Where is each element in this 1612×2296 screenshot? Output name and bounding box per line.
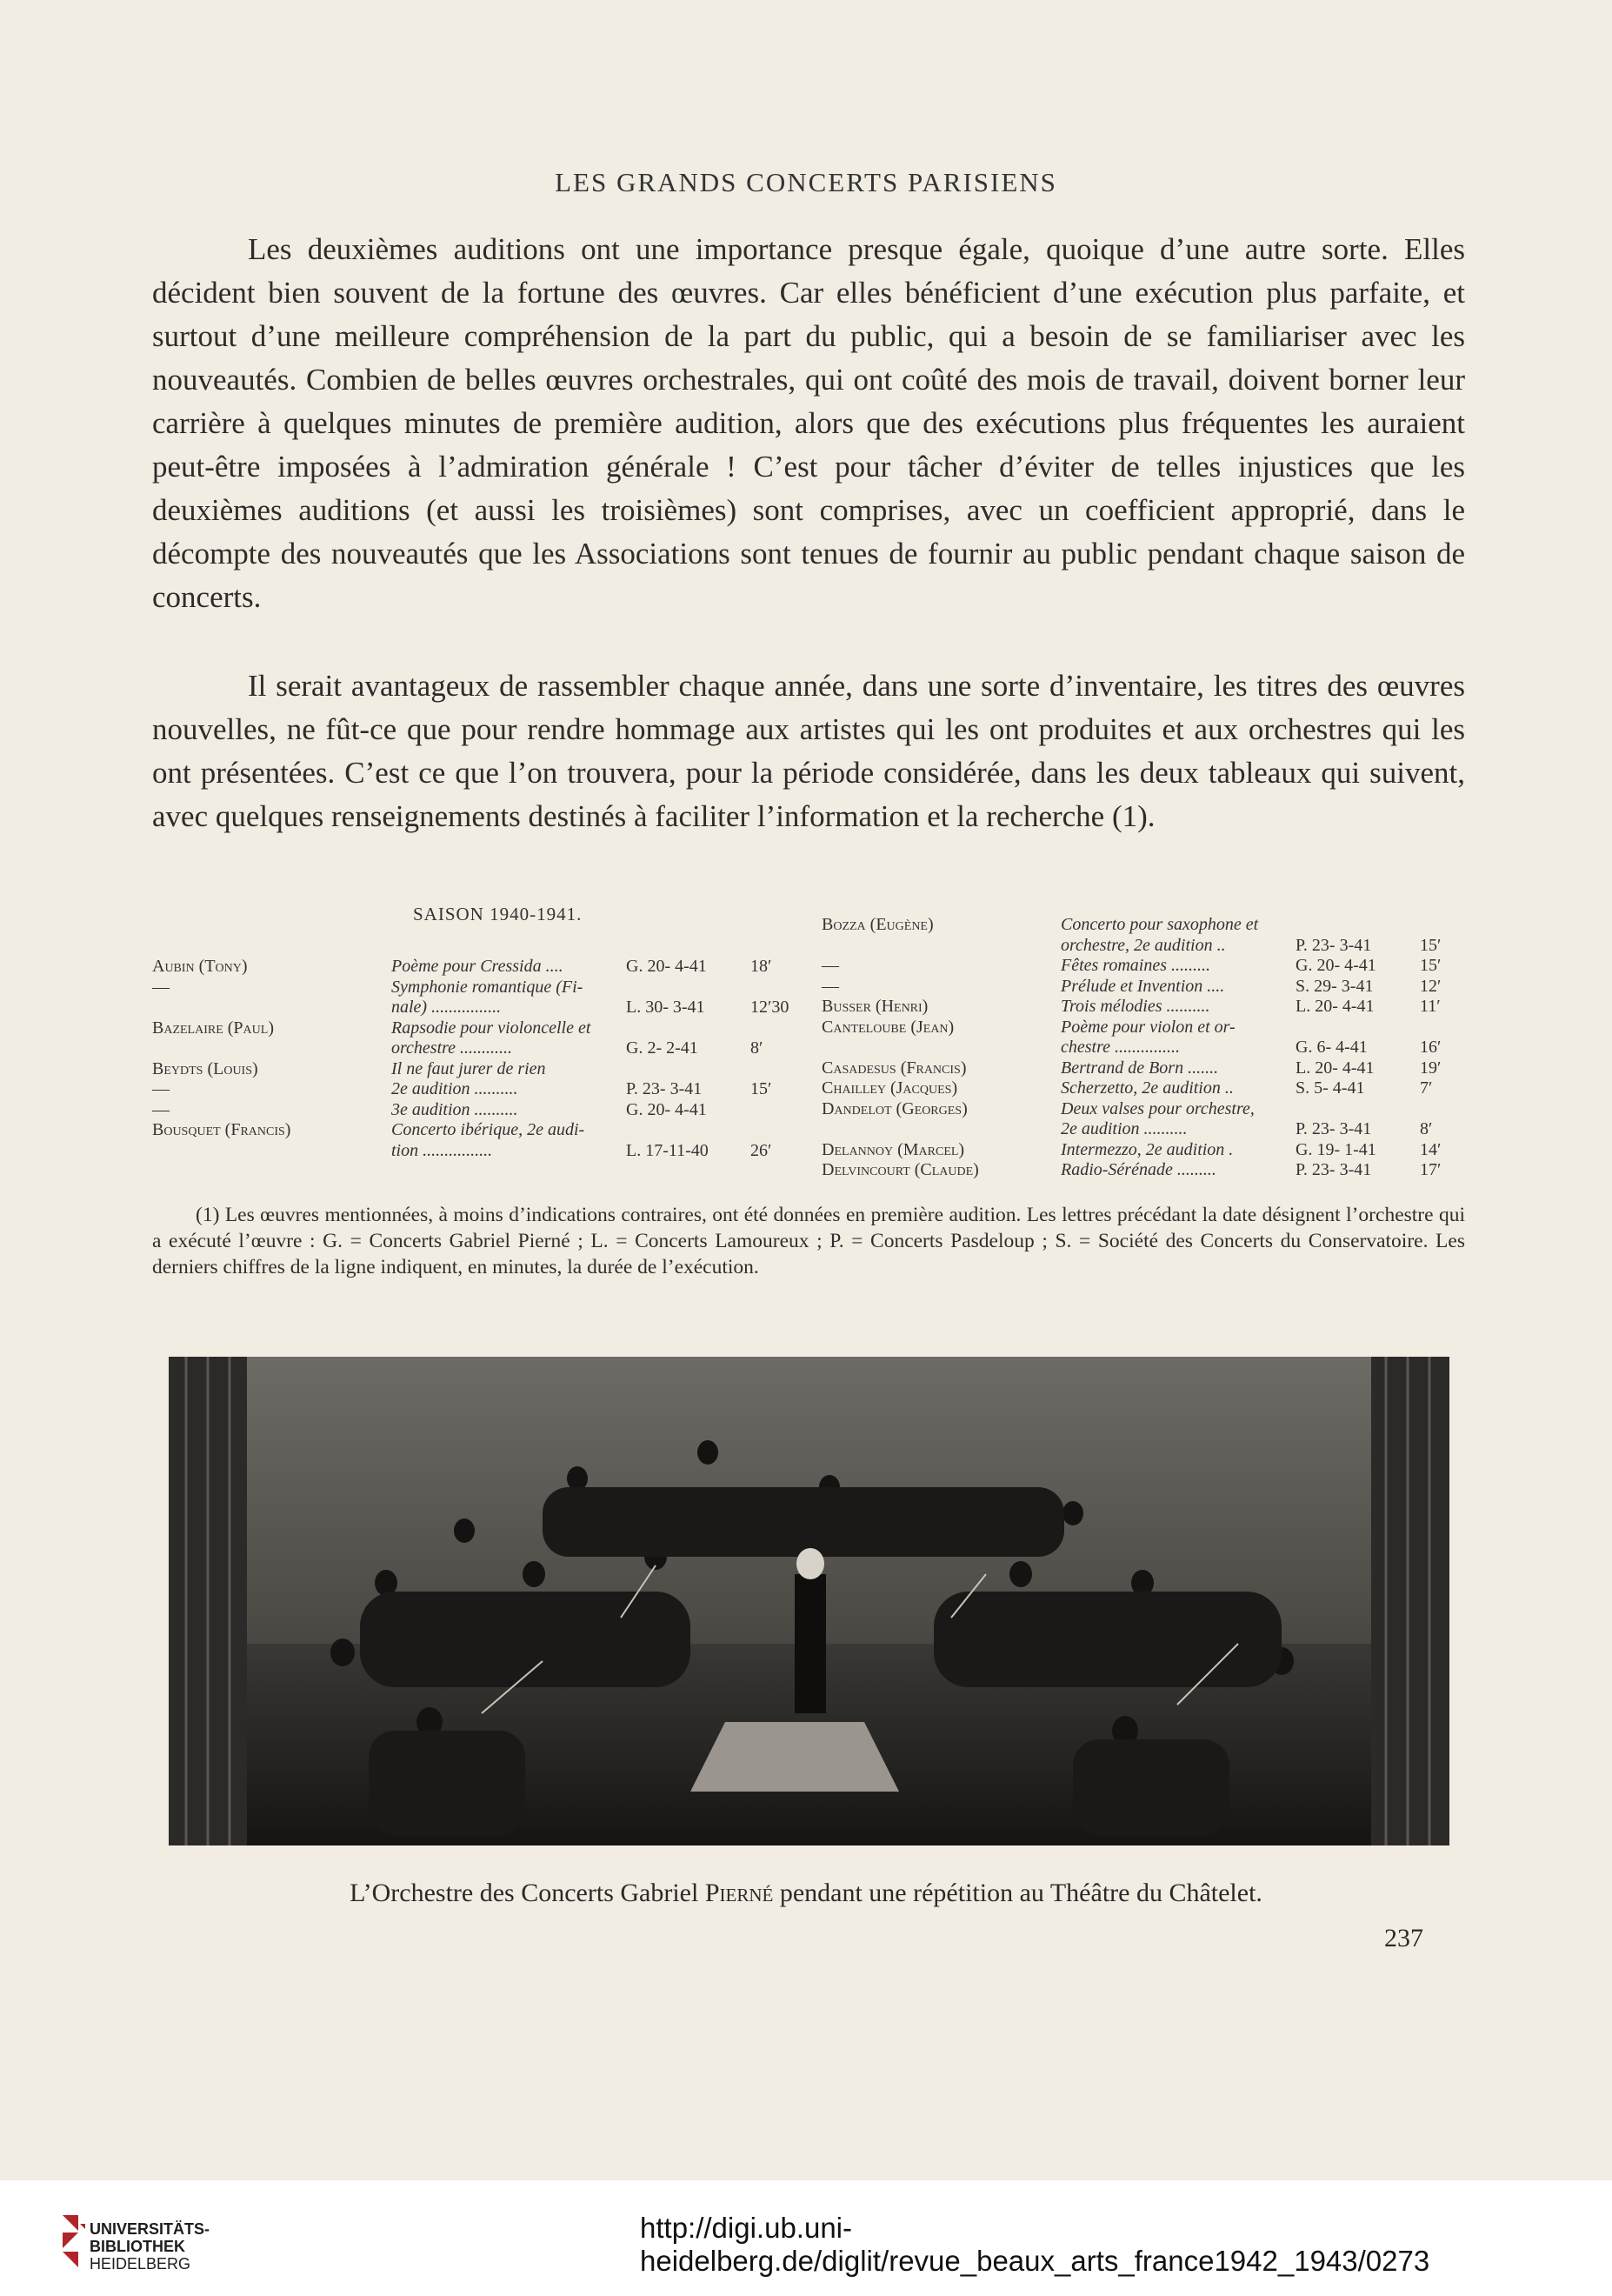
table-cell-perf: G. 20- 4-41	[626, 1099, 707, 1119]
table-cell-work: 2e audition ..........	[391, 1079, 518, 1098]
table-cell-name: —	[822, 956, 839, 975]
table-cell-work: Trois mélodies ..........	[1061, 997, 1210, 1016]
table-cell-dur: 18′	[750, 957, 772, 976]
table-row	[152, 957, 791, 978]
table-cell-name: Bousquet (Francis)	[152, 1120, 291, 1139]
table-row	[822, 1018, 1469, 1038]
table-row	[822, 997, 1469, 1018]
table-cell-dur: 14′	[1420, 1139, 1442, 1159]
table-cell-dur: 15′	[750, 1079, 772, 1098]
table-cell-name: Dandelot (Georges)	[822, 1098, 968, 1118]
table-cell-dur: 8′	[1420, 1119, 1433, 1138]
library-name-line: UNIVERSITÄTS-	[90, 2220, 210, 2238]
table-cell-dur: 16′	[1420, 1038, 1442, 1057]
table-cell-dur: 15′	[1420, 935, 1442, 955]
table-cell-work: Intermezzo, 2e audition .	[1061, 1139, 1234, 1159]
table-row	[822, 1078, 1469, 1099]
orchestra-photograph	[169, 1357, 1449, 1845]
table-cell-work: Concerto ibérique, 2e audi-	[391, 1120, 585, 1139]
orchestra-photo-image	[169, 1357, 1449, 1845]
table-cell-work: orchestre, 2e audition ..	[1061, 935, 1226, 955]
table-cell-name: Beydts (Louis)	[152, 1058, 258, 1078]
table-cell-perf: G. 19- 1-41	[1296, 1139, 1376, 1159]
table-cell-perf: L. 17-11-40	[626, 1140, 709, 1160]
table-row	[152, 1018, 791, 1039]
table-cell-perf: L. 30- 3-41	[626, 998, 705, 1017]
table-cell-name: Aubin (Tony)	[152, 957, 248, 976]
caption-name: Pierné	[704, 1879, 774, 1907]
table-cell-work: Poème pour Cressida ....	[391, 957, 563, 976]
table-cell-perf: L. 20- 4-41	[1296, 997, 1375, 1016]
table-cell-work: 2e audition ..........	[1061, 1119, 1188, 1138]
table-cell-dur: 19′	[1420, 1058, 1442, 1078]
table-cell-perf: G. 6- 4-41	[1296, 1038, 1368, 1057]
table-cell-dur: 8′	[750, 1038, 763, 1058]
table-cell-name: Bozza (Eugène)	[822, 915, 934, 934]
table-cell-name: Bazelaire (Paul)	[152, 1018, 274, 1038]
table-cell-perf: P. 23- 3-41	[1296, 935, 1372, 955]
table-cell-work: Rapsodie pour violoncelle et	[391, 1018, 591, 1038]
table-cell-work: Concerto pour saxophone et	[1061, 915, 1259, 934]
table-cell-work: Fêtes romaines .........	[1061, 956, 1211, 975]
table-cell-name: —	[152, 1099, 170, 1119]
table-cell-work: tion ................	[391, 1140, 493, 1160]
works-table-right	[822, 915, 1469, 1181]
table-row	[822, 977, 1469, 998]
table-cell-dur: 11′	[1420, 997, 1441, 1016]
table-cell-name: Busser (Henri)	[822, 997, 929, 1016]
table-cell-dur: 15′	[1420, 956, 1442, 975]
paragraph-text: Il serait avantageux de rassembler chaque année, dans une sorte d’inventaire, les titres des œuvres nouvelles, ne fût-ce que pour rendre hommage aux artistes qui les ont produites et aux orchestres qui les ont présentées. C’est ce que l’on trouvera, pour la période considérée, dans les deux tableaux qui suivent, avec quelques renseignements destinés à faciliter l’information et la recherche (1).	[152, 669, 1465, 833]
table-cell-work: Scherzetto, 2e audition ..	[1061, 1078, 1234, 1098]
table-cell-perf: P. 23- 3-41	[626, 1079, 703, 1098]
table-row	[822, 936, 1469, 957]
running-header: LES GRANDS CONCERTS PARISIENS	[555, 167, 1057, 197]
table-row	[822, 1038, 1469, 1058]
table-cell-name: —	[152, 1079, 170, 1098]
table-cell-work: Deux valses pour orchestre,	[1061, 1098, 1255, 1118]
season-title: SAISON 1940-1941.	[413, 904, 583, 924]
season-tables	[152, 904, 1465, 1200]
table-cell-name: Canteloube (Jean)	[822, 1017, 955, 1037]
table-cell-work: Symphonie romantique (Fi-	[391, 977, 583, 997]
paragraph-text: Les deuxièmes auditions ont une importance presque égale, quoique d’une autre sorte. Elles décident bien souvent de la fortune des œuvres. Car elles bénéficient d’une exécution plus parfaite, et surtout d’une meilleure compréhension de la part du public, qui a besoin de se familiariser avec les nouveautés. Combien de belles œuvres orchestrales, qui ont coûté des mois de travail, doivent borner leur carrière à quelques minutes de première audition, alors que des exécutions plus fréquentes les auraient peut-être imposées à l’admiration générale ! C’est pour tâcher d’éviter de telles injustices que les deuxièmes auditions (et aussi les troisièmes) sont comprises, avec un coefficient approprié, dans le décompte des nouveautés que les Associations sont tenues de fournir au public pendant chaque saison de concerts.	[152, 232, 1465, 614]
caption-text-end: pendant une répétition au Théâtre du Châtelet.	[773, 1879, 1262, 1907]
table-cell-perf: P. 23- 3-41	[1296, 1119, 1372, 1138]
table-row	[152, 1100, 791, 1121]
table-cell-work: orchestre ............	[391, 1038, 513, 1058]
table-cell-work: Poème pour violon et or-	[1061, 1017, 1236, 1037]
table-row	[152, 1079, 791, 1100]
table-row	[822, 1099, 1469, 1120]
table-cell-perf: L. 20- 4-41	[1296, 1058, 1375, 1078]
table-row	[822, 956, 1469, 977]
table-cell-work: 3e audition ..........	[391, 1099, 518, 1119]
table-cell-perf: G. 2- 2-41	[626, 1038, 698, 1058]
table-cell-work: Prélude et Invention ....	[1061, 976, 1225, 996]
table-cell-perf: P. 23- 3-41	[1296, 1160, 1372, 1179]
works-table-left	[152, 957, 791, 1161]
source-url-link[interactable]: http://digi.ub.uni-heidelberg.de/diglit/revue_beaux_arts_france1942_1943/0273	[640, 2212, 1430, 2277]
table-row	[152, 1120, 791, 1141]
table-cell-work: Radio-Sérénade .........	[1061, 1160, 1216, 1179]
table-cell-dur: 17′	[1420, 1160, 1442, 1179]
table-cell-work: Il ne faut jurer de rien	[391, 1058, 546, 1078]
table-cell-name: —	[152, 977, 170, 997]
table-cell-work: nale) ................	[391, 998, 502, 1017]
library-name	[90, 2220, 210, 2273]
table-cell-name: Chailley (Jacques)	[822, 1078, 958, 1098]
table-row	[822, 1140, 1469, 1161]
page-number: 237	[1384, 1924, 1423, 1952]
table-cell-dur: 12′	[1420, 976, 1442, 996]
footnote-text: (1) Les œuvres mentionnées, à moins d’indications contraires, ont été données en première audition. Les lettres précédant la date désignent l’orchestre qui a exécuté l’œuvre : G. = Concerts Gabriel Pierné ; L. = Concerts Lamoureux ; P. = Concerts Pasdeloup ; S. = Société des Concerts du Conservatoire. Les derniers chiffres de la ligne indiquent, en minutes, la durée de l’exécution.	[152, 1204, 1465, 1278]
table-row	[822, 1119, 1469, 1140]
table-cell-dur: 26′	[750, 1140, 772, 1160]
table-row	[152, 978, 791, 998]
table-cell-name: Delvincourt (Claude)	[822, 1160, 979, 1179]
library-name-line: HEIDELBERG	[90, 2255, 191, 2273]
body-paragraph-2	[152, 664, 1465, 838]
table-cell-work: chestre ...............	[1061, 1038, 1181, 1057]
table-row	[822, 915, 1469, 936]
body-paragraph-1	[152, 228, 1465, 619]
table-cell-name: Delannoy (Marcel)	[822, 1139, 965, 1159]
library-name-line: BIBLIOTHEK	[90, 2238, 185, 2255]
table-cell-perf: G. 20- 4-41	[626, 957, 707, 976]
table-cell-perf: S. 29- 3-41	[1296, 976, 1374, 996]
table-row	[152, 1038, 791, 1059]
table-row	[152, 1059, 791, 1080]
table-row	[822, 1058, 1469, 1079]
table-cell-dur: 7′	[1420, 1078, 1433, 1098]
table-cell-dur: 12′30	[750, 998, 789, 1017]
table-cell-work: Bertrand de Born .......	[1061, 1058, 1219, 1078]
table-row	[152, 998, 791, 1018]
table-cell-perf: S. 5- 4-41	[1296, 1078, 1365, 1098]
table-cell-name: Casadesus (Francis)	[822, 1058, 967, 1078]
table-cell-perf: G. 20- 4-41	[1296, 956, 1376, 975]
photo-caption	[0, 1879, 1612, 1908]
footnote	[152, 1202, 1465, 1280]
caption-text: L’Orchestre des Concerts Gabriel	[350, 1879, 705, 1907]
table-row	[822, 1160, 1469, 1181]
table-row	[152, 1141, 791, 1162]
table-cell-name: —	[822, 976, 839, 996]
